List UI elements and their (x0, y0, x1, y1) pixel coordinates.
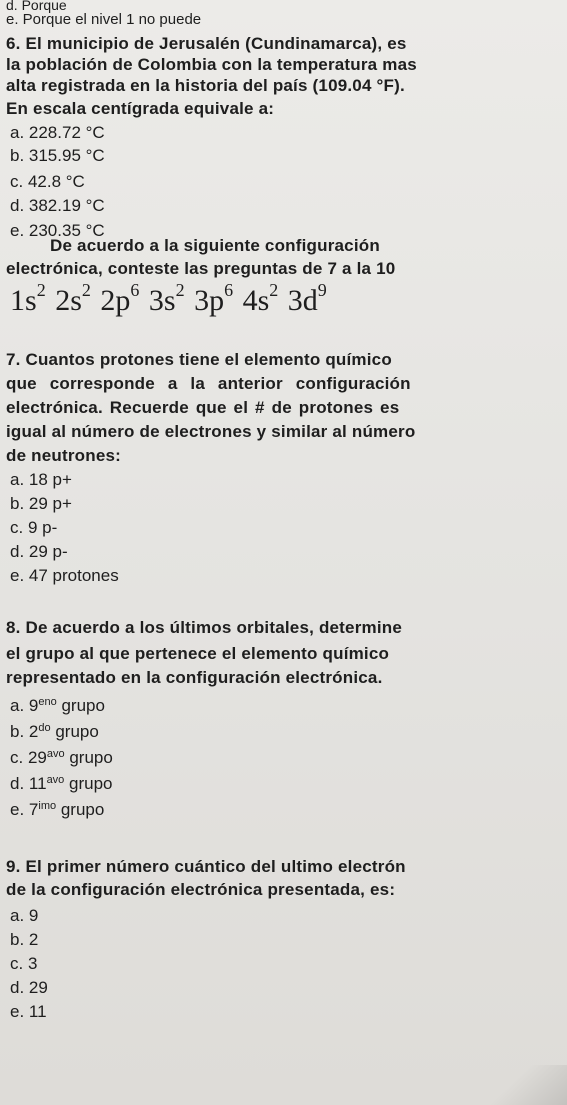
orbital-3p: $3p^6$ (194, 280, 234, 317)
q8-line-1: 8. De acuerdo a los últimos orbitales, determine (6, 618, 402, 637)
q7-line-1: 7. Cuantos protones tiene el elemento químico (6, 350, 392, 369)
q8-option-e: e. $7^{imo}$ grupo (10, 800, 105, 819)
q9-option-d: d. 29 (10, 978, 48, 997)
q7-line-5: de neutrones: (6, 446, 122, 465)
orbital-3d: $3d^9$ (287, 280, 327, 317)
q9-option-c: c. 3 (10, 954, 38, 973)
q6-option-a: a. 228.72 °C (10, 123, 105, 142)
q8-line-3: representado en la configuración electrónica. (6, 668, 383, 687)
q7-option-b: b. 29 p+ (10, 494, 72, 513)
q9-option-b: b. 2 (10, 930, 39, 949)
q6-line-2: la población de Colombia con la temperatura mas (6, 55, 417, 74)
q8-option-b: b. $2^{do}$ grupo (10, 722, 99, 741)
q6-option-e: e. 230.35 °C (10, 221, 105, 240)
q7-option-c: c. 9 p- (10, 518, 58, 537)
q6-option-c: c. 42.8 °C (10, 172, 85, 191)
q6-line-1: 6. El municipio de Jerusalén (Cundinamarca), es (6, 34, 407, 53)
q9-option-e: e. 11 (10, 1002, 47, 1021)
q8-line-2: el grupo al que pertenece el elemento químico (6, 644, 390, 663)
orbital-3s: $3s^2$ (148, 280, 185, 317)
q8-option-d: d. $11^{avo}$ grupo (10, 774, 113, 793)
previous-option-e: e. Porque el nivel 1 no puede (6, 11, 202, 28)
q8-option-c: c. $29^{avo}$ grupo (10, 748, 113, 767)
q7-line-3: electrónica. Recuerde que el # de protones es (6, 398, 400, 417)
intro-line-1: De acuerdo a la siguiente configuración (50, 236, 380, 255)
q8-option-a: a. $9^{eno}$ grupo (10, 696, 105, 715)
q7-line-4: igual al número de electrones y similar al número (6, 422, 416, 441)
q7-option-e: e. 47 protones (10, 566, 119, 585)
page-shadow (477, 1065, 567, 1105)
orbital-4s: $4s^2$ (242, 280, 279, 317)
q6-line-4: En escala centígrada equivale a: (6, 99, 275, 118)
previous-option-d: d. Porque (6, 0, 67, 13)
electron-configuration (10, 280, 329, 318)
q9-line-1: 9. El primer número cuántico del ultimo electrón (6, 857, 406, 876)
q6-line-3: alta registrada en la historia del país (109.04 °F). (6, 76, 405, 95)
q9-line-2: de la configuración electrónica presentada, es: (6, 880, 396, 899)
q7-option-a: a. 18 p+ (10, 470, 72, 489)
orbital-2p: $2p^6$ (100, 280, 140, 317)
q6-option-b: b. 315.95 °C (10, 146, 105, 165)
orbital-1s: $1s^2$ (10, 280, 46, 317)
intro-line-2: electrónica, conteste las preguntas de 7 a la 10 (6, 259, 396, 278)
q7-line-2: que corresponde a la anterior configuración (6, 374, 411, 393)
q6-option-d: d. 382.19 °C (10, 196, 105, 215)
q7-option-d: d. 29 p- (10, 542, 68, 561)
orbital-2s: $2s^2$ (55, 280, 91, 317)
q9-option-a: a. 9 (10, 906, 39, 925)
